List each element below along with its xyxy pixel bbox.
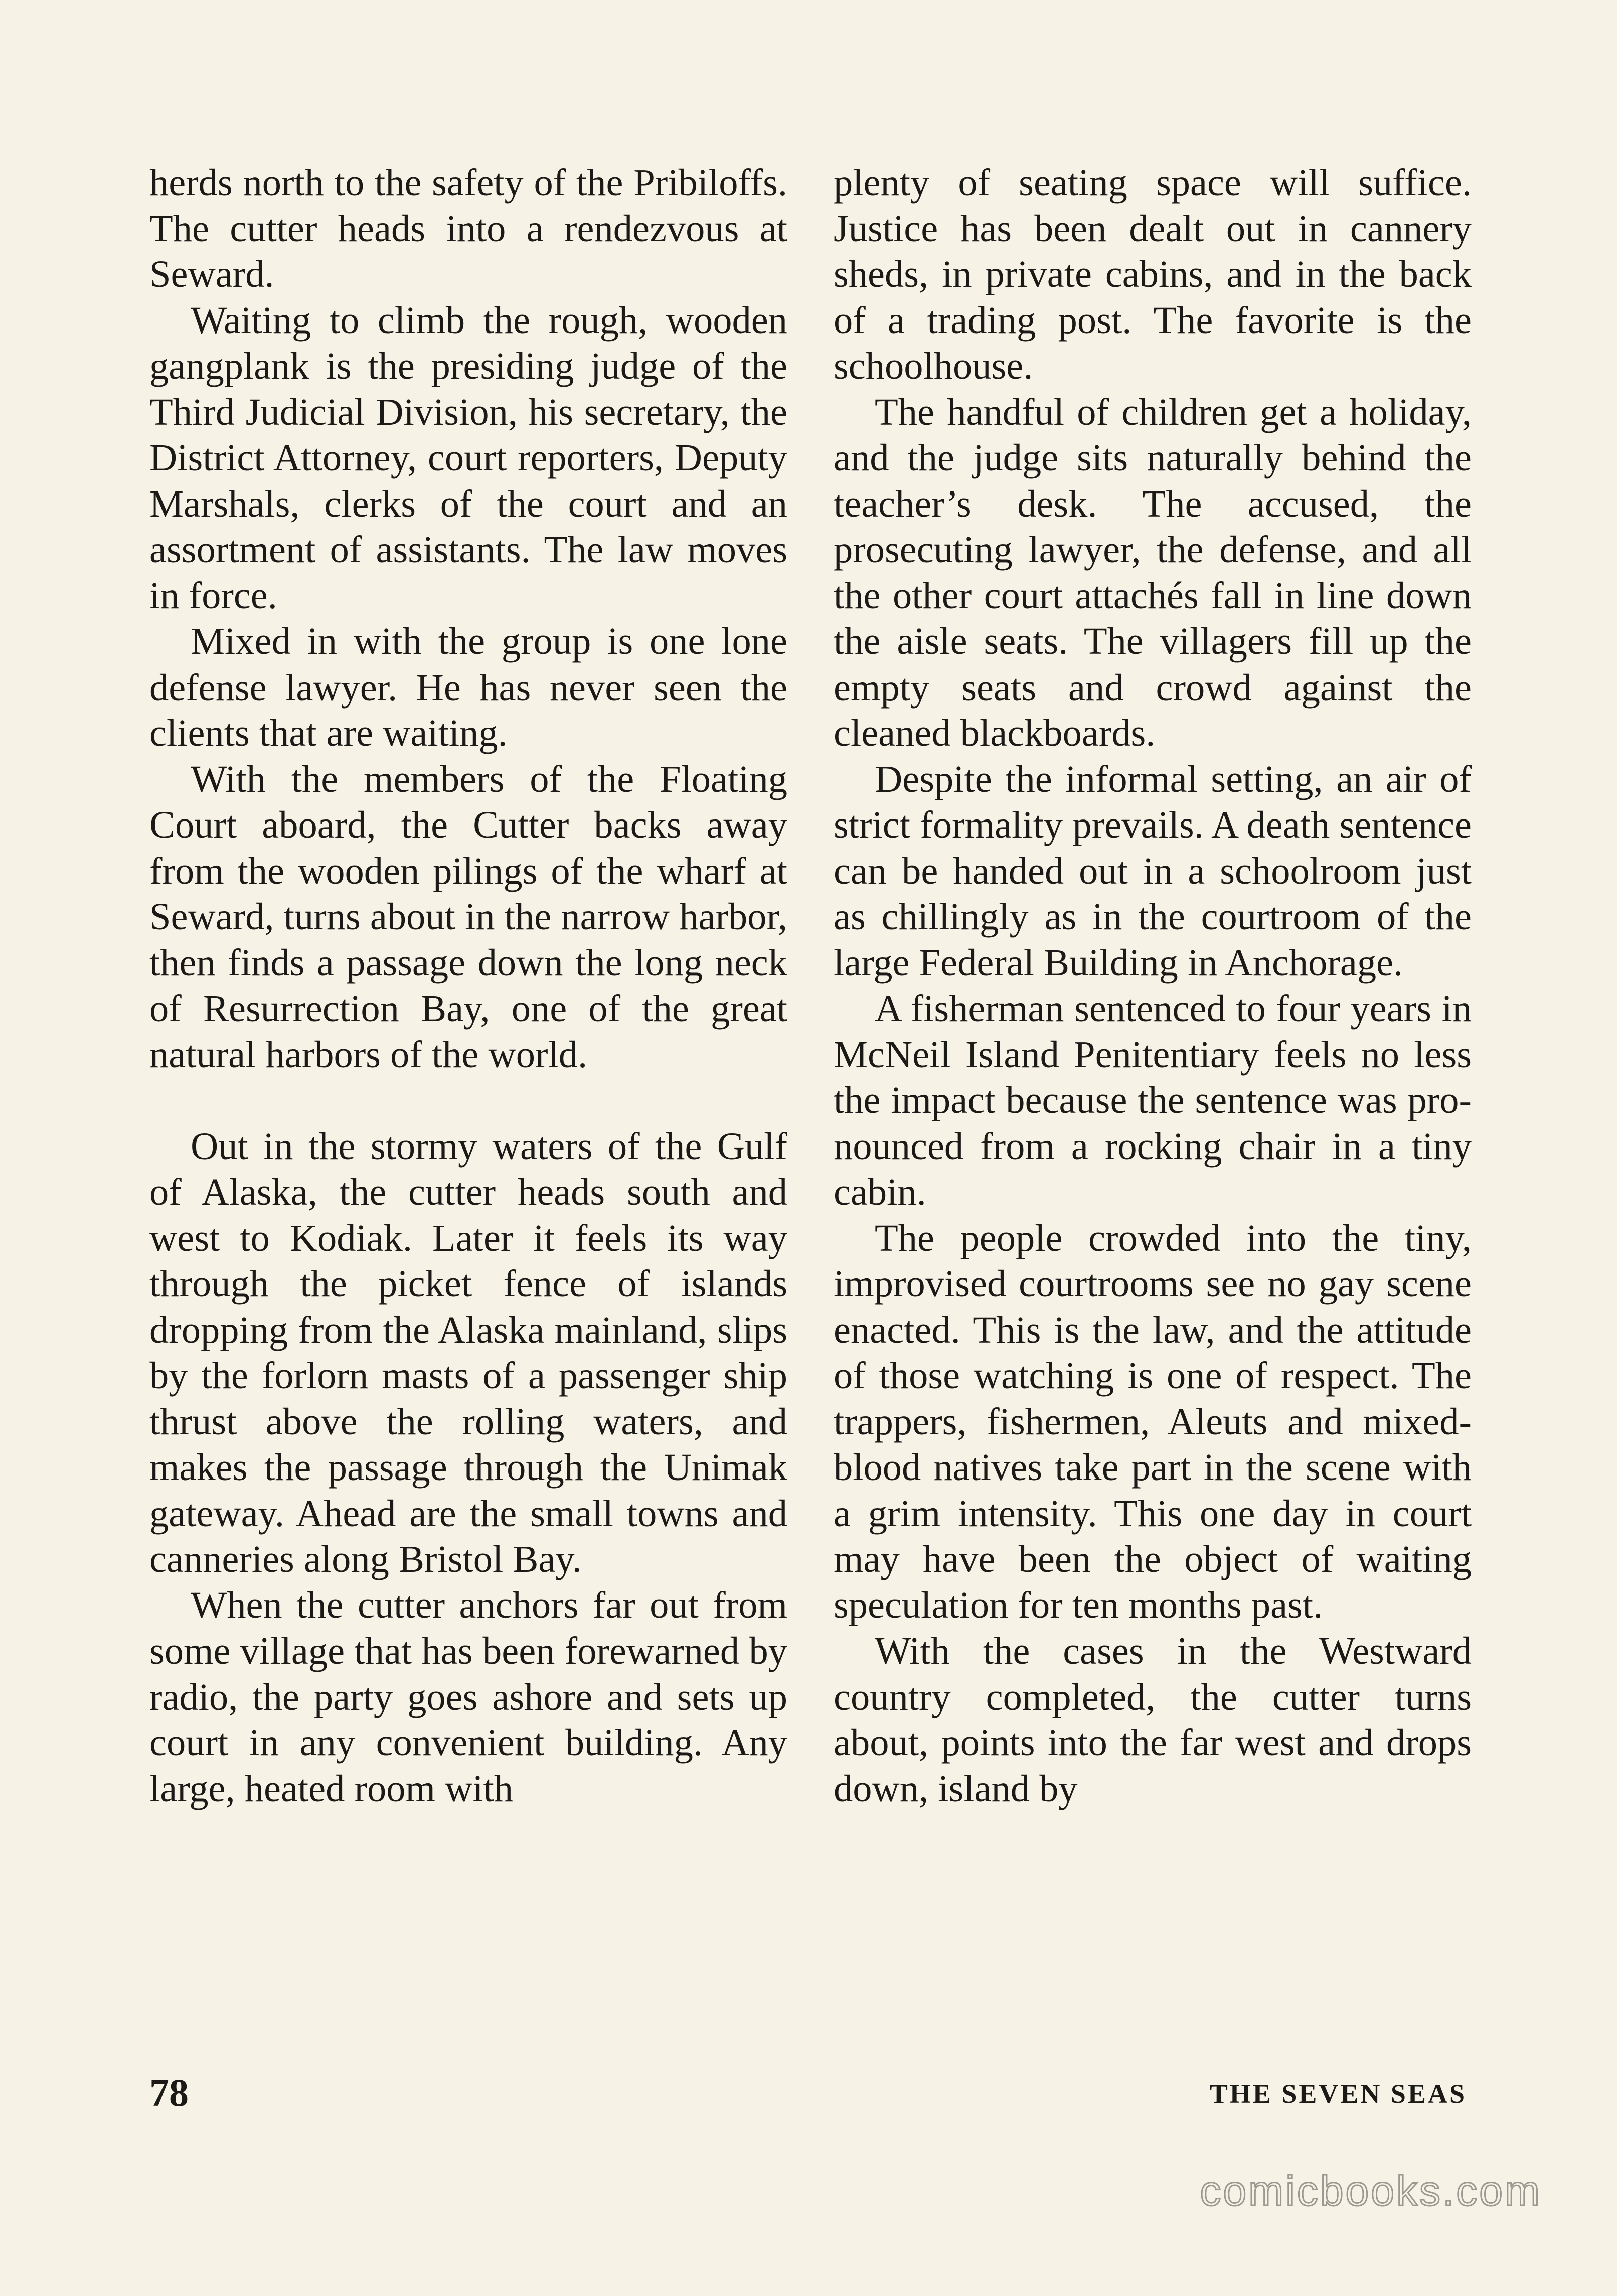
left-column <box>149 159 787 1812</box>
paragraph: plenty of seating space will suffice. Justice has been dealt out in cannery sheds, in private cabins, and in the back of a trading post. The favorite is the schoolhouse. <box>834 161 1472 387</box>
paragraph: With the members of the Floating Court aboard, the Cutter backs away from the wooden pilings of the wharf at Seward, turns about in the narrow harbor, then finds a passage down the long neck of Resurrection Bay, one of the great natural harbors of the world. <box>149 757 787 1076</box>
paragraph: Waiting to climb the rough, wooden gangplank is the presiding judge of the Third Judicial Division, his secretary, the District Attorney, court reporters, Deputy Marshals, clerks of the court and an assortment of assistants. The law moves in force. <box>149 298 787 617</box>
paragraph: herds north to the safety of the Pribiloffs. The cutter heads into a rendezvous at Seward. <box>149 161 787 295</box>
right-column <box>834 159 1472 1812</box>
paragraph: Mixed in with the group is one lone defense lawyer. He has never seen the clients that are waiting. <box>149 620 787 754</box>
running-footer-title: THE SEVEN SEAS <box>1209 2079 1467 2109</box>
paragraph: The handful of children get a holiday, and the judge sits naturally behind the teacher’s desk. The accused, the prosecuting lawyer, the defense, and all the other court attachés fall in line down the aisle seats. The villagers fill up the empty seats and crowd against the cleaned blackboards. <box>834 390 1472 754</box>
paragraph: Out in the stormy waters of the Gulf of Alaska, the cutter heads south and west to Kodiak. Later it feels its way through the picket fence of islands dropping from the Alaska mainland, slips by the forlorn masts of a passenger ship thrust above the rolling waters, and makes the passage through the Unimak gateway. Ahead are the small towns and canneries along Bristol Bay. <box>149 1124 787 1580</box>
paragraph: A fisherman sentenced to four years in McNeil Island Penitentiary feels no less the impact because the sentence was pronounced from a rocking chair in a tiny cabin. <box>834 987 1472 1213</box>
paragraph: Despite the informal setting, an air of strict formality prevails. A death sentence can be handed out in a schoolroom just as chillingly as in the courtroom of the large Federal Building in Anchorage. <box>834 757 1472 984</box>
paragraph: The people crowded into the tiny, improvised courtrooms see no gay scene enacted. This is the law, and the attitude of those watching is one of respect. The trappers, fishermen, Aleuts and mixed-blood natives take part in the scene with a grim intensity. This one day in court may have been the object of waiting speculation for ten months past. <box>834 1216 1472 1626</box>
paragraph: With the cases in the Westward country completed, the cutter turns about, points into the far west and drops down, island by <box>834 1629 1472 1810</box>
paragraph: When the cutter anchors far out from some village that has been forewarned by radio, the party goes ashore and sets up court in any convenient building. Any large, heated room with <box>149 1583 787 1810</box>
page-number: 78 <box>149 2071 189 2114</box>
watermark: comicbooks.com <box>1200 2167 1542 2214</box>
